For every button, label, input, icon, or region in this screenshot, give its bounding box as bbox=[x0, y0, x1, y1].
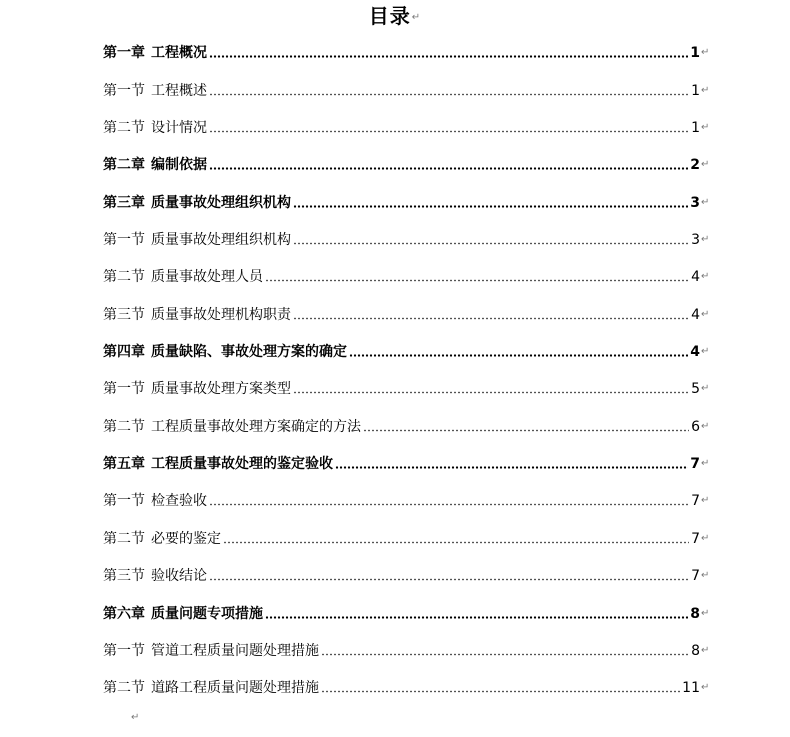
toc-entry-title: 检查验收 bbox=[151, 493, 207, 510]
paragraph-mark-icon: ↵ bbox=[701, 196, 710, 208]
toc-dot-leader bbox=[265, 279, 689, 282]
toc-entry-title: 工程概述 bbox=[151, 82, 207, 99]
toc-chapter-entry[interactable] bbox=[103, 332, 710, 369]
toc-entry-title: 质量事故处理人员 bbox=[151, 269, 263, 286]
toc-dot-leader bbox=[293, 317, 689, 320]
toc-section-entry[interactable] bbox=[103, 518, 710, 555]
table-of-contents bbox=[103, 33, 710, 705]
toc-dot-leader bbox=[209, 130, 689, 133]
toc-section-entry[interactable] bbox=[103, 369, 710, 406]
toc-entry-number: 第四章 bbox=[103, 344, 145, 361]
toc-page-number: 5 bbox=[691, 381, 700, 398]
paragraph-mark-icon: ↵ bbox=[701, 420, 710, 432]
toc-chapter-entry[interactable] bbox=[103, 145, 710, 182]
toc-section-entry[interactable] bbox=[103, 220, 710, 257]
toc-entry-title: 质量事故处理机构职责 bbox=[151, 306, 291, 323]
toc-page-number: 4 bbox=[691, 269, 700, 286]
toc-dot-leader bbox=[349, 354, 688, 357]
toc-entry-number: 第二节 bbox=[103, 120, 145, 137]
toc-entry-number: 第三节 bbox=[103, 568, 145, 585]
toc-page-number: 1 bbox=[691, 120, 700, 137]
toc-page-number: 3 bbox=[690, 194, 700, 211]
paragraph-mark-icon: ↵ bbox=[701, 47, 710, 59]
toc-section-entry[interactable] bbox=[103, 70, 710, 107]
toc-entry-title: 管道工程质量问题处理措施 bbox=[151, 642, 319, 659]
paragraph-mark-icon: ↵ bbox=[701, 84, 710, 96]
toc-chapter-entry[interactable] bbox=[103, 33, 710, 70]
paragraph-mark-icon: ↵ bbox=[701, 495, 710, 507]
toc-dot-leader bbox=[335, 466, 688, 469]
toc-dot-leader bbox=[321, 690, 680, 693]
toc-page-number: 4 bbox=[690, 344, 700, 361]
toc-entry-title: 质量事故处理组织机构 bbox=[151, 194, 291, 211]
toc-entry-title: 工程概况 bbox=[151, 45, 207, 62]
toc-section-entry[interactable] bbox=[103, 108, 710, 145]
toc-entry-title: 编制依据 bbox=[151, 157, 207, 174]
toc-entry-number: 第二节 bbox=[103, 530, 145, 547]
toc-entry-title: 必要的鉴定 bbox=[151, 530, 221, 547]
toc-dot-leader bbox=[209, 167, 688, 170]
toc-page-number: 4 bbox=[691, 306, 700, 323]
toc-page-number: 8 bbox=[690, 605, 700, 622]
toc-chapter-entry[interactable] bbox=[103, 182, 710, 219]
toc-entry-title: 质量事故处理组织机构 bbox=[151, 232, 291, 249]
toc-entry-number: 第一节 bbox=[103, 493, 145, 510]
toc-page-number: 7 bbox=[691, 568, 700, 585]
paragraph-mark-icon: ↵ bbox=[701, 682, 710, 694]
paragraph-mark-icon: ↵ bbox=[131, 712, 140, 723]
toc-page-number: 8 bbox=[691, 642, 700, 659]
paragraph-mark-icon: ↵ bbox=[701, 607, 710, 619]
toc-dot-leader bbox=[321, 653, 689, 656]
toc-page-number: 7 bbox=[691, 493, 700, 510]
toc-dot-leader bbox=[209, 503, 689, 506]
toc-section-entry[interactable] bbox=[103, 294, 710, 331]
toc-entry-number: 第二节 bbox=[103, 269, 145, 286]
toc-dot-leader bbox=[209, 55, 688, 58]
toc-entry-title: 质量事故处理方案类型 bbox=[151, 381, 291, 398]
toc-entry-number: 第一节 bbox=[103, 232, 145, 249]
toc-entry-number: 第三章 bbox=[103, 194, 145, 211]
toc-entry-number: 第三节 bbox=[103, 306, 145, 323]
paragraph-mark-icon: ↵ bbox=[701, 122, 710, 134]
paragraph-mark-icon: ↵ bbox=[701, 234, 710, 246]
toc-section-entry[interactable] bbox=[103, 481, 710, 518]
paragraph-mark-icon: ↵ bbox=[701, 383, 710, 395]
toc-page-number: 11 bbox=[682, 680, 700, 697]
toc-entry-title: 道路工程质量问题处理措施 bbox=[151, 680, 319, 697]
toc-dot-leader bbox=[293, 205, 688, 208]
toc-page-number: 7 bbox=[691, 530, 700, 547]
toc-entry-number: 第二节 bbox=[103, 418, 145, 435]
toc-entry-number: 第一节 bbox=[103, 82, 145, 99]
paragraph-mark-icon: ↵ bbox=[411, 11, 422, 23]
paragraph-mark-icon: ↵ bbox=[701, 346, 710, 358]
toc-page-number: 1 bbox=[691, 82, 700, 99]
paragraph-mark-icon: ↵ bbox=[701, 159, 710, 171]
toc-section-entry[interactable] bbox=[103, 556, 710, 593]
toc-entry-number: 第一章 bbox=[103, 45, 145, 62]
toc-entry-title: 工程质量事故处理方案确定的方法 bbox=[151, 418, 361, 435]
paragraph-mark-icon: ↵ bbox=[701, 308, 710, 320]
toc-dot-leader bbox=[209, 578, 689, 581]
toc-section-entry[interactable] bbox=[103, 668, 710, 705]
toc-section-entry[interactable] bbox=[103, 257, 710, 294]
toc-page-number: 7 bbox=[690, 456, 700, 473]
toc-heading-text: 目录 bbox=[368, 4, 411, 28]
toc-entry-title: 质量问题专项措施 bbox=[151, 605, 263, 622]
toc-entry-number: 第二节 bbox=[103, 680, 145, 697]
toc-dot-leader bbox=[209, 93, 689, 96]
toc-entry-number: 第二章 bbox=[103, 157, 145, 174]
toc-section-entry[interactable] bbox=[103, 406, 710, 443]
toc-dot-leader bbox=[293, 242, 689, 245]
toc-entry-number: 第一节 bbox=[103, 642, 145, 659]
toc-dot-leader bbox=[363, 429, 689, 432]
paragraph-mark-icon: ↵ bbox=[701, 532, 710, 544]
toc-entry-number: 第一节 bbox=[103, 381, 145, 398]
toc-dot-leader bbox=[293, 391, 689, 394]
toc-page-number: 3 bbox=[691, 232, 700, 249]
toc-page-number: 2 bbox=[690, 157, 700, 174]
toc-entry-number: 第五章 bbox=[103, 456, 145, 473]
paragraph-mark-icon: ↵ bbox=[701, 458, 710, 470]
toc-entry-title: 质量缺陷、事故处理方案的确定 bbox=[151, 344, 347, 361]
toc-entry-title: 设计情况 bbox=[151, 120, 207, 137]
toc-dot-leader bbox=[265, 616, 688, 619]
toc-entry-title: 验收结论 bbox=[151, 568, 207, 585]
toc-page-number: 1 bbox=[690, 45, 700, 62]
toc-entry-number: 第六章 bbox=[103, 605, 145, 622]
toc-chapter-entry[interactable] bbox=[103, 444, 710, 481]
paragraph-mark-icon: ↵ bbox=[701, 644, 710, 656]
toc-entry-title: 工程质量事故处理的鉴定验收 bbox=[151, 456, 333, 473]
paragraph-mark-icon: ↵ bbox=[701, 271, 710, 283]
toc-dot-leader bbox=[223, 541, 689, 544]
toc-heading bbox=[0, 2, 790, 32]
paragraph-mark-icon: ↵ bbox=[701, 570, 710, 582]
toc-chapter-entry[interactable] bbox=[103, 593, 710, 630]
toc-page-number: 6 bbox=[691, 418, 700, 435]
toc-section-entry[interactable] bbox=[103, 631, 710, 668]
